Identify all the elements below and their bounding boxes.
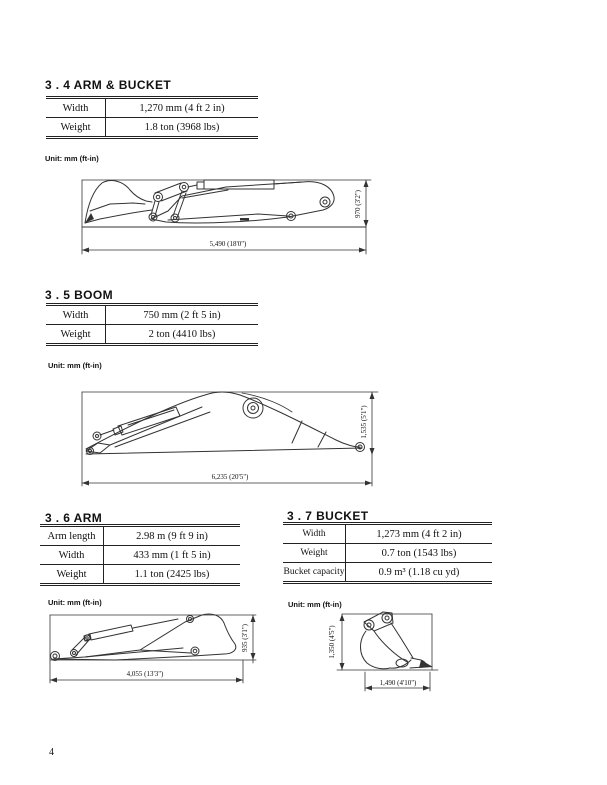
spec-value: 0.7 ton (1543 lbs) (381, 547, 457, 559)
page-number: 4 (49, 747, 54, 758)
arm-bucket-length-dim: 5,490 (18'0") (209, 240, 247, 248)
spec-value: 0.9 m³ (1.18 cu yd) (378, 566, 460, 578)
unit-note: Unit: mm (ft-in) (45, 154, 99, 163)
boom-spec-table (46, 303, 258, 346)
arm-outline-art (51, 614, 236, 661)
boom-height-dim: 1,535 (5'1") (360, 405, 368, 439)
table-row (40, 565, 240, 583)
section-heading-bucket: 3 . 7 BUCKET (287, 509, 369, 523)
spec-label: Width (283, 525, 346, 543)
unit-note: Unit: mm (ft-in) (48, 598, 102, 607)
boom-outline-art (86, 392, 365, 455)
spec-value: 750 mm (2 ft 5 in) (143, 309, 221, 321)
bucket-height-dim: 1,350 (4'5") (328, 625, 336, 659)
arm-length-dim: 4,055 (13'3") (126, 670, 164, 678)
unit-note: Unit: mm (ft-in) (48, 361, 102, 370)
arm-bucket-height-dim: 970 (3'2") (354, 189, 362, 219)
arm-spec-table (40, 524, 240, 586)
spec-label: Weight (40, 565, 104, 583)
spec-label: Bucket capacity (283, 563, 346, 581)
arm-bucket-spec-table (46, 96, 258, 139)
bucket-drawing (322, 610, 442, 698)
table-row (40, 546, 240, 565)
arm-height-dim: 935 (3'1") (241, 623, 249, 653)
section-heading-arm: 3 . 6 ARM (45, 511, 103, 525)
boom-drawing (70, 385, 385, 490)
table-row (46, 325, 258, 343)
spec-value: 1,270 mm (4 ft 2 in) (139, 102, 225, 114)
spec-value: 433 mm (1 ft 5 in) (133, 549, 211, 561)
spec-value: 1,273 mm (4 ft 2 in) (376, 528, 462, 540)
arm-bucket-outline-art (82, 180, 366, 227)
table-row (46, 118, 258, 136)
spec-label: Width (46, 306, 106, 324)
spec-label: Arm length (40, 527, 104, 545)
spec-label: Weight (283, 544, 346, 562)
spec-label: Width (46, 99, 106, 117)
section-heading-arm-bucket: 3 . 4 ARM & BUCKET (45, 78, 172, 92)
spec-value: 2 ton (4410 lbs) (148, 328, 216, 340)
table-row (283, 563, 492, 581)
bucket-spec-table (283, 522, 492, 584)
spec-value: 1.1 ton (2425 lbs) (134, 568, 210, 580)
arm-drawing (45, 610, 260, 690)
section-heading-boom: 3 . 5 BOOM (45, 288, 114, 302)
spec-label: Weight (46, 118, 106, 136)
table-row (283, 525, 492, 544)
table-row (283, 544, 492, 563)
bucket-width-dim: 1,490 (4'10") (379, 679, 417, 687)
table-row (46, 306, 258, 325)
spec-label: Width (40, 546, 104, 564)
bucket-outline-art (361, 612, 434, 669)
arm-bucket-drawing (78, 166, 378, 262)
table-row (40, 527, 240, 546)
boom-length-dim: 6,235 (20'5") (211, 473, 249, 481)
spec-value: 2.98 m (9 ft 9 in) (136, 530, 208, 542)
spec-value: 1.8 ton (3968 lbs) (144, 121, 220, 133)
table-row (46, 99, 258, 118)
spec-label: Weight (46, 325, 106, 343)
unit-note: Unit: mm (ft-in) (288, 600, 342, 609)
